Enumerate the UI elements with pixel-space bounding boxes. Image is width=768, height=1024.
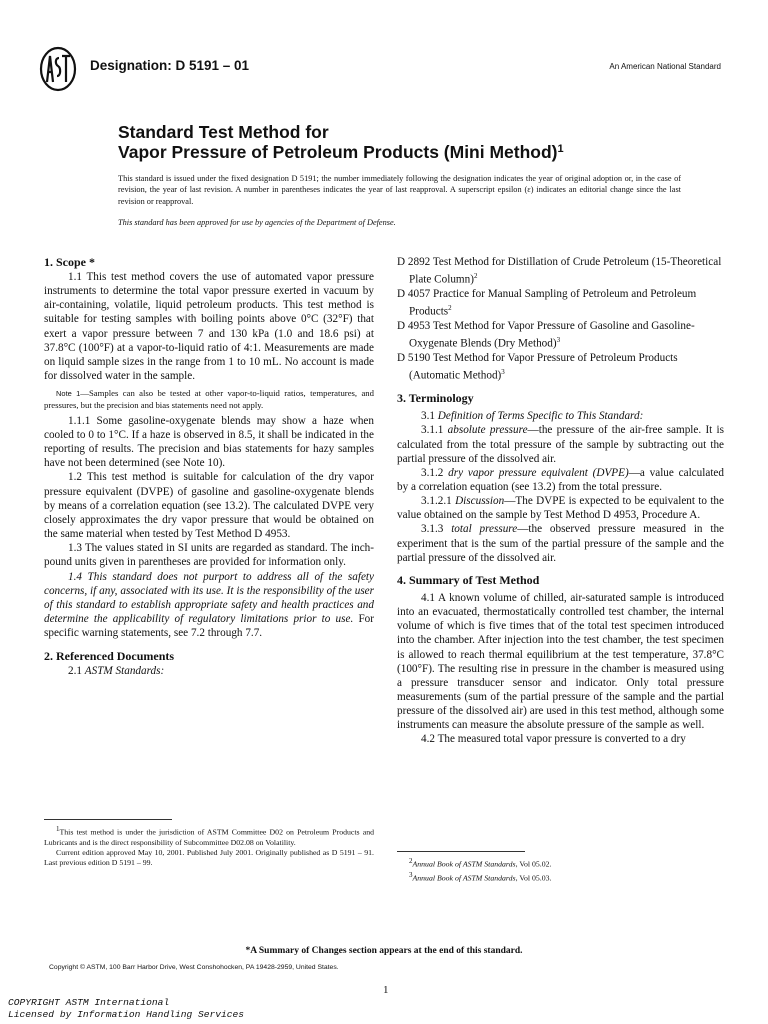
- referenced-standard-item: [397, 351, 724, 383]
- summary-of-changes-notice: *A Summary of Changes section appears at the end of this standard.: [245, 946, 523, 956]
- footnote-volume: , Vol 05.02.: [515, 859, 552, 869]
- footnote-1: [44, 824, 374, 848]
- section-1-2: 1.2 This test method is suitable for calculation of the dry vapor pressure equivalent (DVPE) of gasoline and gasoline-oxygenate blends by means of a correlation equation (see 13.2). The calculated DVPE very closely approximates the dry vapor pressure that would be obtained on the same material when tested by Test Method D 4953.: [44, 471, 374, 541]
- left-column: [44, 255, 374, 679]
- section-3-1: [397, 409, 724, 423]
- referenced-standard-item: [397, 319, 724, 351]
- license-line-1: COPYRIGHT ASTM International: [8, 997, 170, 1008]
- section-1-1-1: 1.1.1 Some gasoline-oxygenate blends may show a haze when cooled to 0 to 1°C. If a haze is observed in 8.5, it shall be indicated in the reporting of results. The precision and bias statements for hazy samples have not been determined (see Note 10).: [44, 414, 374, 470]
- issuance-statement: This standard is issued under the fixed designation D 5191; the number immediately following the designation indicates the year of original adoption or, in the case of revision, the year of last revision. A number in parentheses indicates the year of last reapproval. A superscript epsilon (ε) indicates an editorial change since the last revision or reapproval.: [118, 174, 681, 206]
- section-2-1: [44, 664, 374, 678]
- referenced-documents-heading: 2. Referenced Documents: [44, 649, 175, 664]
- section-4-1: 4.1 A known volume of chilled, air-saturated sample is introduced into an evacuated, thermostatically controlled test chamber, the internal volume of which is five times that of the total test specimen introduced into the chamber. After injection into the test chamber, the test specimen is allowed to reach thermal equilibrium at the test temperature, 37.8°C (100°F). The resulting rise in pressure in the chamber is measured using a pressure transducer sensor and indicator. Only total pressure measurements (sum of the partial pressure of the sample and the partial pressure of the dissolved air) are used in this test method, although some instruments can measure the absolute pressure of the sample as well.: [397, 591, 724, 732]
- terminology-heading: 3. Terminology: [397, 391, 474, 406]
- section-3-1-1: [397, 423, 724, 465]
- right-column: [397, 255, 724, 747]
- section-1-3: 1.3 The values stated in SI units are regarded as standard. The inch-pound units given in parentheses are provided for information only.: [44, 542, 374, 569]
- referenced-standard-footnote-mark: 3: [501, 368, 505, 377]
- note-1-label: Note 1: [56, 389, 81, 399]
- footnote-2: [409, 856, 709, 870]
- title-line-2-text: Vapor Pressure of Petroleum Products (Mini Method): [118, 142, 558, 162]
- referenced-standard-text: D 4953 Test Method for Vapor Pressure of Gasoline and Gasoline-Oxygenate Blends (Dry Method): [397, 320, 695, 350]
- section-3-1-2-num: 3.1.2: [421, 466, 449, 479]
- dod-approval-statement: This standard has been approved for use by agencies of the Department of Defense.: [118, 218, 396, 227]
- section-3-1-3-num: 3.1.3: [421, 523, 452, 536]
- footnotes-right: [409, 856, 709, 883]
- copyright-line: Copyright © ASTM, 100 Barr Harbor Drive, West Conshohocken, PA 19428-2959, United States.: [49, 964, 339, 971]
- referenced-standard-text: D 5190 Test Method for Vapor Pressure of Petroleum Products (Automatic Method): [397, 352, 678, 383]
- footnote-3: [409, 870, 709, 884]
- scope-heading: 1. Scope *: [44, 255, 95, 269]
- document-title: [118, 122, 678, 162]
- title-line-1: Standard Test Method for: [118, 122, 329, 142]
- footnote-1-text: This test method is under the jurisdiction of ASTM Committee D02 on Petroleum Products and Lubricants and is the direct responsibility of Subcommittee D02.08 on Volatility.: [44, 827, 374, 847]
- section-3-1-2-rest: —a value calculated by a correlation equation (see 13.2) from the total pressure.: [397, 466, 724, 493]
- section-3-1-italic: Definition of Terms Specific to This Standard:: [437, 410, 644, 423]
- referenced-standard-item: [397, 287, 724, 319]
- section-1-4-italic: 1.4 This standard does not purport to address all of the safety concerns, if any, associated with its use. It is the responsibility of the user of this standard to establish appropriate safety and health practices and determine the applicability of regulatory limitations prior to use.: [44, 570, 374, 626]
- footnote-source: Annual Book of ASTM Standards: [412, 873, 516, 883]
- title-footnote-mark: 1: [557, 143, 564, 155]
- footnote-rule-right: [397, 851, 525, 852]
- referenced-standard-footnote-mark: 2: [448, 304, 452, 313]
- section-1-4-rest: For specific warning statements, see 7.2 through 7.7.: [44, 613, 374, 640]
- license-line-2: Licensed by Information Handling Services: [8, 1009, 245, 1020]
- referenced-standard-text: D 2892 Test Method for Distillation of Crude Petroleum (15-Theoretical Plate Column): [397, 256, 722, 286]
- section-3-1-2-1-rest: —The DVPE is expected to be equivalent to the value obtained on the sample by Test Method D 4953, Procedure A.: [397, 495, 724, 522]
- page-number: 1: [383, 984, 389, 996]
- note-1-text: —Samples can also be tested at other vapor-to-liquid ratios, temperatures, and pressures, but the precision and bias statements need not apply.: [44, 388, 374, 411]
- section-3-1-1-rest: —the pressure of the air-free sample. It is calculated from the total pressure of the sample by subtracting out the partial pressure of the dissolved air.: [397, 424, 725, 465]
- footnote-mark: 3: [409, 870, 413, 879]
- section-3-1-num: 3.1: [421, 410, 438, 423]
- footnote-mark: 2: [409, 857, 413, 865]
- national-standard-label: An American National Standard: [609, 62, 721, 71]
- title-line-2: [118, 142, 678, 162]
- section-3-1-1-num: 3.1.1: [421, 424, 448, 437]
- term-discussion: Discussion: [455, 495, 505, 508]
- footnote-volume: , Vol 05.03.: [515, 873, 552, 883]
- footnote-source: Annual Book of ASTM Standards: [412, 859, 516, 869]
- footnotes-left: [44, 824, 374, 868]
- section-1-1: 1.1 This test method covers the use of automated vapor pressure instruments to determine the total vapor pressure exerted in vacuum by air-containing, volatile, liquid petroleum products. This test method is suitable for testing samples with boiling points above 0°C (32°F) that exert a vapor pressure between 7 and 130 kPa (1.0 and 18.6 psi) at 37.8°C (100°F) at a vapor-to-liquid ratio of 4:1. Measurements are made on liquid sample sizes in the range from 1 to 10 mL. No account is made for dissolved water in the sample.: [44, 271, 374, 383]
- term-total-pressure: total pressure: [451, 523, 518, 536]
- section-3-1-2-1-num: 3.1.2.1: [421, 495, 456, 508]
- summary-heading: 4. Summary of Test Method: [397, 572, 540, 587]
- section-2-1-num: 2.1: [68, 665, 85, 678]
- term-absolute-pressure: absolute pressure: [447, 424, 528, 437]
- referenced-standard-footnote-mark: 2: [473, 272, 478, 281]
- referenced-standards-list: [397, 255, 724, 383]
- note-1: [44, 388, 374, 411]
- referenced-standard-text: D 4057 Practice for Manual Sampling of Petroleum and Petroleum Products: [397, 288, 697, 318]
- section-3-1-3-rest: —the observed pressure measured in the experiment that is the sum of the partial pressure of the sample and the partial pressure of the dissolved air.: [397, 523, 725, 564]
- section-3-1-2-1: [397, 494, 724, 522]
- astm-logo: [39, 46, 77, 92]
- section-4-2: 4.2 The measured total vapor pressure is converted to a dry: [421, 733, 686, 746]
- section-1-4: [44, 570, 374, 641]
- license-notice: [8, 997, 244, 1021]
- referenced-standard-footnote-mark: 3: [556, 336, 561, 345]
- designation: Designation: D 5191 – 01: [90, 58, 250, 73]
- footnote-1-edition: Current edition approved May 10, 2001. Published July 2001. Originally published as D 5191 – 91. Last previous edition D 5191 – 99.: [44, 847, 374, 867]
- footnote-1-mark: 1: [56, 825, 60, 833]
- section-2-1-italic: ASTM Standards:: [84, 665, 165, 678]
- section-3-1-3: [397, 522, 724, 564]
- referenced-standard-item: [397, 255, 724, 287]
- footnote-rule-left: [44, 819, 172, 820]
- section-3-1-2: [397, 466, 724, 494]
- term-dvpe: dry vapor pressure equivalent (DVPE): [448, 466, 629, 479]
